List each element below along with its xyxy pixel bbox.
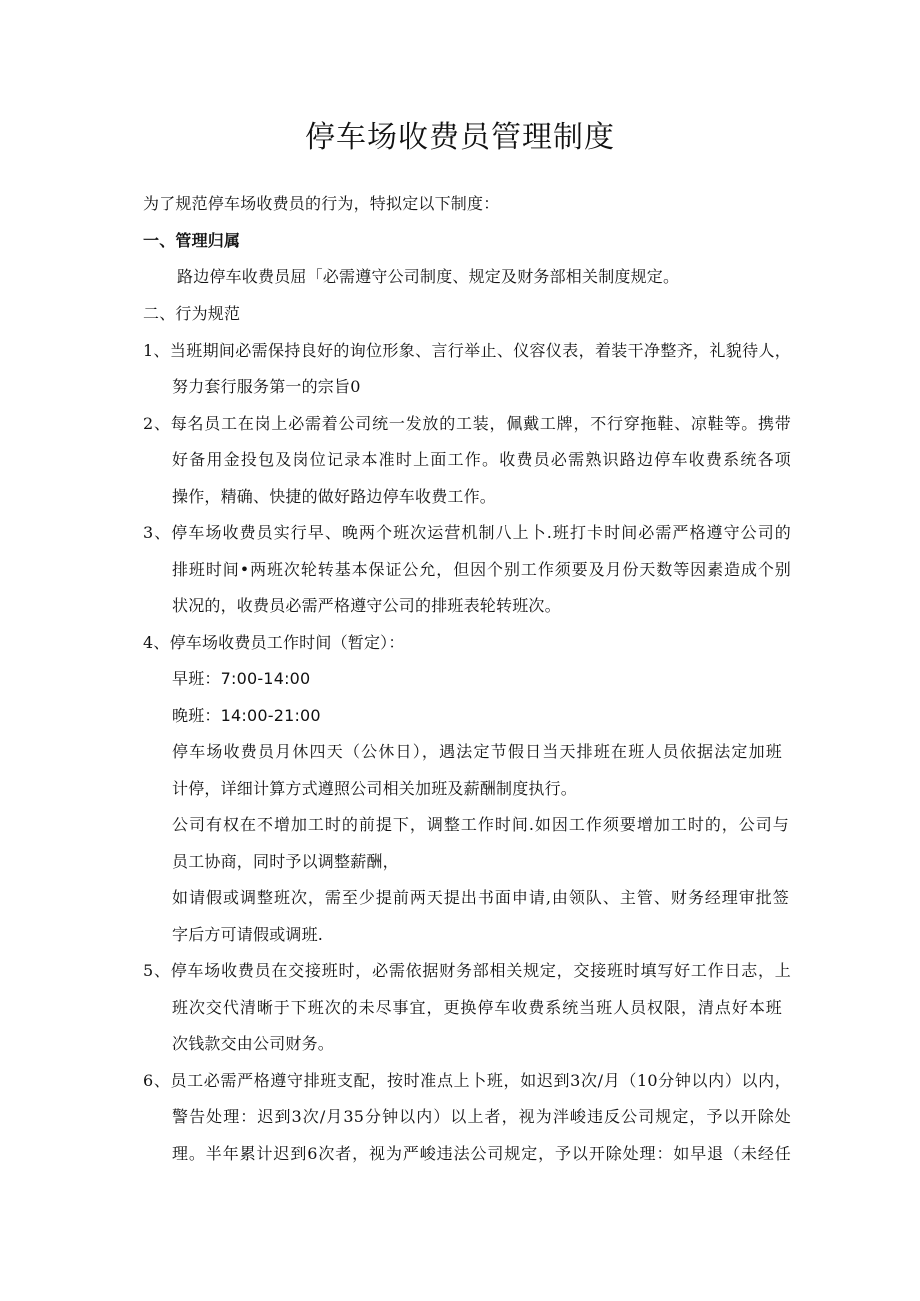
section-1-heading: 一、管理归属	[143, 231, 241, 250]
item-3-line-2: 排班时间•两班次轮转基本保证公允，但因个别工作须要及月份天数等因素造成个别	[172, 560, 791, 579]
item-1-line-1: 1、当班期间必需保持良好的询位形象、言行举止、仪容仪表，着装干净整齐，礼貌待人，	[143, 341, 791, 360]
late-shift-label: 晚班：	[172, 706, 221, 725]
document-title: 停车场收费员管理制度	[305, 120, 615, 155]
item-2-line-1: 2、每名员工在岗上必需着公司统一发放的工装，佩戴工牌，不行穿拖鞋、凉鞋等。携带	[143, 414, 791, 433]
item-2-line-2: 好备用金投包及岗位记录本准时上面工作。收费员必需熟识路边停车收费系统各项	[172, 450, 791, 469]
item-4-para-2-line-1: 公司有权在不增加工时的前提下，调整工作时间.如因工作须要增加工时的，公司与	[172, 815, 789, 834]
item-5-line-1: 5、停车场收费员在交接班时，必需依据财务部相关规定，交接班时填写好工作日志，上	[143, 961, 791, 980]
item-3-line-3: 状况的，收费员必需严格遵守公司的排班表轮转班次。	[172, 596, 561, 615]
item-4-para-3-line-1: 如请假或调整班次，需至少提前两天提出书面申请,由领队、主管、财务经理审批签	[172, 888, 789, 907]
item-4-para-3-line-2: 字后方可请假或调班.	[172, 925, 324, 944]
item-5-line-2: 班次交代清晰于下班次的未尽事宜，更换停车收费系统当班人员权限，清点好本班	[172, 998, 782, 1017]
early-shift-label: 早班：	[172, 669, 221, 688]
item-4-para-1-line-2: 计停，详细计算方式遵照公司相关加班及薪酬制度执行。	[172, 779, 578, 798]
early-shift	[172, 669, 310, 689]
section-2-heading: 二、行为规范	[143, 304, 241, 323]
section-1-text: 路边停车收费员屈「必需遵守公司制度、规定及财务部相关制度规定。	[177, 267, 680, 286]
item-4-para-2-line-2: 员工协商，同时予以调整薪酬，	[172, 852, 399, 871]
item-6-line-3: 理。半年累计迟到6次者，视为严峻违法公司规定，予以开除处理：如早退（未经任	[172, 1144, 791, 1163]
item-4-line-1: 4、停车场收费员工作时间（暂定）：	[143, 633, 405, 652]
item-2-line-3: 操作，精确、快捷的做好路边停车收费工作。	[172, 487, 497, 506]
item-3-line-1: 3、停车场收费员实行早、晚两个班次运营机制八上卜.班打卡时间必需严格遵守公司的	[143, 523, 791, 542]
item-5-line-3: 次钱款交由公司财务。	[172, 1034, 335, 1053]
late-shift	[172, 706, 321, 726]
item-6-line-2: 警告处理：迟到3次/月35分钟以内）以上者，视为泮峻违反公司规定，予以开除处	[172, 1107, 791, 1126]
intro-text: 为了规范停车场收费员的行为，特拟定以下制度：	[143, 194, 500, 213]
late-shift-time: 14:00-21:00	[220, 706, 321, 725]
early-shift-time: 7:00-14:00	[220, 669, 311, 688]
item-1-line-2: 努力套行服务第一的宗旨0	[172, 377, 361, 396]
item-4-para-1-line-1: 停车场收费员月休四天（公休日），遇法定节假日当天排班在班人员依据法定加班	[172, 742, 782, 761]
item-6-line-1: 6、员工必需严格遵守排班支配，按时准点上卜班，如迟到3次/月（10分钟以内）以内，	[143, 1071, 791, 1090]
